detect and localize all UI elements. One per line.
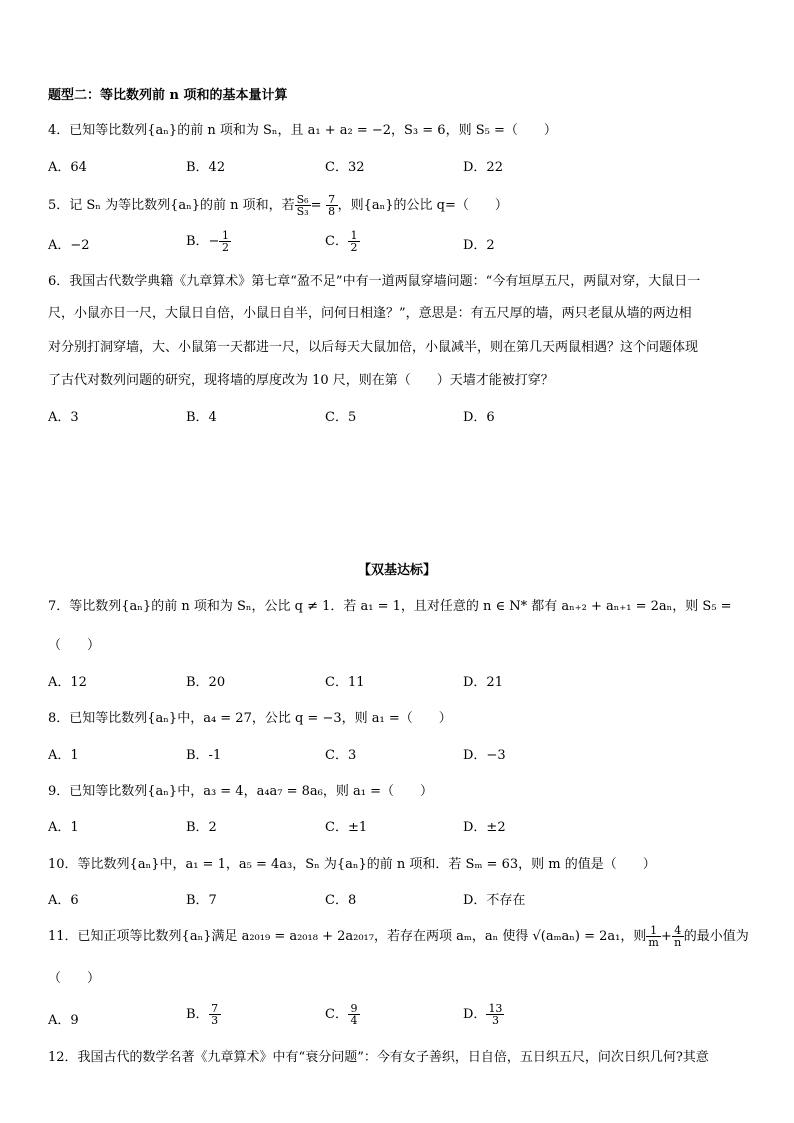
- q10-option-a[interactable]: A．6: [48, 893, 79, 908]
- q6-option-d[interactable]: D．6: [463, 410, 495, 425]
- q5-fraction-s: $\frac{\text{S₆}}{\text{S₃}}$: [296, 193, 309, 218]
- q10-options: [48, 891, 748, 915]
- q4-option-d[interactable]: D．22: [463, 160, 503, 175]
- section-title: 题型二：等比数列前 n 项和的基本量计算: [48, 88, 288, 103]
- q9-stem: 9．已知等比数列{aₙ}中，a₃ = 4，a₄a₇ = 8a₆，则 a₁ =（ ）: [48, 784, 434, 799]
- q4-option-a[interactable]: A．64: [48, 160, 87, 175]
- q9-options: [48, 818, 748, 842]
- q8-option-a[interactable]: A．1: [48, 748, 79, 763]
- q4-option-c[interactable]: C．32: [325, 160, 365, 175]
- q9-option-a[interactable]: A．1: [48, 820, 79, 835]
- q12-stem: 12．我国古代的数学名著《九章算术》中有“衰分问题”：今有女子善织，日自倍，五日织五尺，问次日织几何?其意: [48, 1050, 709, 1065]
- q6-line-2: 尺，小鼠亦日一尺，大鼠日自倍，小鼠日自半，问何日相逢？”，意思是：有五尺厚的墙，两只老鼠从墙的两边相: [48, 306, 692, 321]
- q5-options: [48, 229, 748, 260]
- q8-options: [48, 746, 748, 770]
- q8-option-b[interactable]: B．-1: [186, 748, 222, 763]
- q5-option-d[interactable]: D．2: [463, 238, 495, 253]
- q5-stem: 5．记 Sₙ 为等比数列{aₙ}的前 n 项和，若 $\frac{\text{S₆}}{\text{S₃}}$ = $\frac{7}{8}$ ，则{aₙ}的公比 q=（ ）: [48, 193, 508, 218]
- q7-option-a[interactable]: A．12: [48, 675, 87, 690]
- q6-option-c[interactable]: C．5: [325, 410, 357, 425]
- q4-options: [48, 158, 748, 182]
- q10-option-b[interactable]: B．7: [186, 893, 217, 908]
- q11-options: [48, 1002, 748, 1035]
- q7-option-d[interactable]: D．21: [463, 675, 503, 690]
- q7-option-b[interactable]: B．20: [186, 675, 226, 690]
- q11-stem: 11．已知正项等比数列{aₙ}满足 a₂₀₁₉ = a₂₀₁₈ + 2a₂₀₁₇，若存在两项 aₘ，aₙ 使得 √(aₘaₙ) = 2a₁，则 $\frac{1}{m}$ + $\frac{4}{n}$ 的最小值为: [48, 924, 749, 949]
- q6-line-1: 6．我国古代数学典籍《九章算术》第七章“盈不足”中有一道两鼠穿墙问题：“今有垣厚五尺，两鼠对穿，大鼠日一: [48, 274, 701, 289]
- q11-option-c[interactable]: C． $\frac{9}{4}$: [325, 1003, 360, 1026]
- q10-option-c[interactable]: C．8: [325, 893, 357, 908]
- q10-option-d[interactable]: D．不存在: [463, 893, 526, 908]
- q9-option-b[interactable]: B．2: [186, 820, 217, 835]
- q6-options: [48, 408, 748, 432]
- q6-option-b[interactable]: B．4: [186, 410, 217, 425]
- q11-option-d[interactable]: D． $\frac{13}{3}$: [463, 1002, 503, 1027]
- q10-stem: 10．等比数列{aₙ}中，a₁ = 1，a₅ = 4a₃，Sₙ 为{aₙ}的前 n 项和．若 Sₘ = 63，则 m 的值是（ ）: [48, 857, 656, 872]
- q11-option-a[interactable]: A．9: [48, 1013, 79, 1028]
- q9-option-d[interactable]: D．±2: [463, 820, 506, 835]
- q8-stem: 8．已知等比数列{aₙ}中，a₄ = 27，公比 q = −3，则 a₁ =（ ）: [48, 711, 452, 726]
- q5-fraction-value: $\frac{7}{8}$: [327, 194, 337, 217]
- q11-paren: （ ）: [48, 971, 101, 986]
- q7-paren: （ ）: [48, 638, 101, 653]
- q6-line-3: 对分别打洞穿墙，大、小鼠第一天都进一尺，以后每天大鼠加倍，小鼠减半，则在第几天两鼠相遇？这个问题体现: [48, 340, 699, 355]
- q9-option-c[interactable]: C．±1: [325, 820, 368, 835]
- section-heading-shuangji: 【双基达标】: [357, 563, 436, 578]
- q4-option-b[interactable]: B．42: [186, 160, 226, 175]
- q7-options: [48, 673, 748, 697]
- q11-option-b[interactable]: B． $\frac{7}{3}$: [186, 1003, 221, 1026]
- q6-line-4: 了古代对数列问题的研究，现将墙的厚度改为 10 尺，则在第（ ）天墙才能被打穿？: [48, 373, 554, 388]
- q7-option-c[interactable]: C．11: [325, 675, 365, 690]
- q4-stem: 4．已知等比数列{aₙ}的前 n 项和为 Sₙ，且 a₁ + a₂ = −2，S₃ = 6，则 S₅ =（ ）: [48, 123, 557, 138]
- q6-option-a[interactable]: A．3: [48, 410, 79, 425]
- q5-option-c[interactable]: C． $\frac{1}{2}$: [325, 230, 360, 253]
- q7-stem: 7．等比数列{aₙ}的前 n 项和为 Sₙ，公比 q ≠ 1．若 a₁ = 1，且对任意的 n ∈ N* 都有 aₙ₊₂ + aₙ₊₁ = 2aₙ，则 S₅ =: [48, 599, 732, 614]
- q5-option-a[interactable]: A．−2: [48, 238, 90, 253]
- q8-option-c[interactable]: C．3: [325, 748, 357, 763]
- q8-option-d[interactable]: D．−3: [463, 748, 506, 763]
- q5-option-b[interactable]: B．− $\frac{1}{2}$: [186, 230, 231, 253]
